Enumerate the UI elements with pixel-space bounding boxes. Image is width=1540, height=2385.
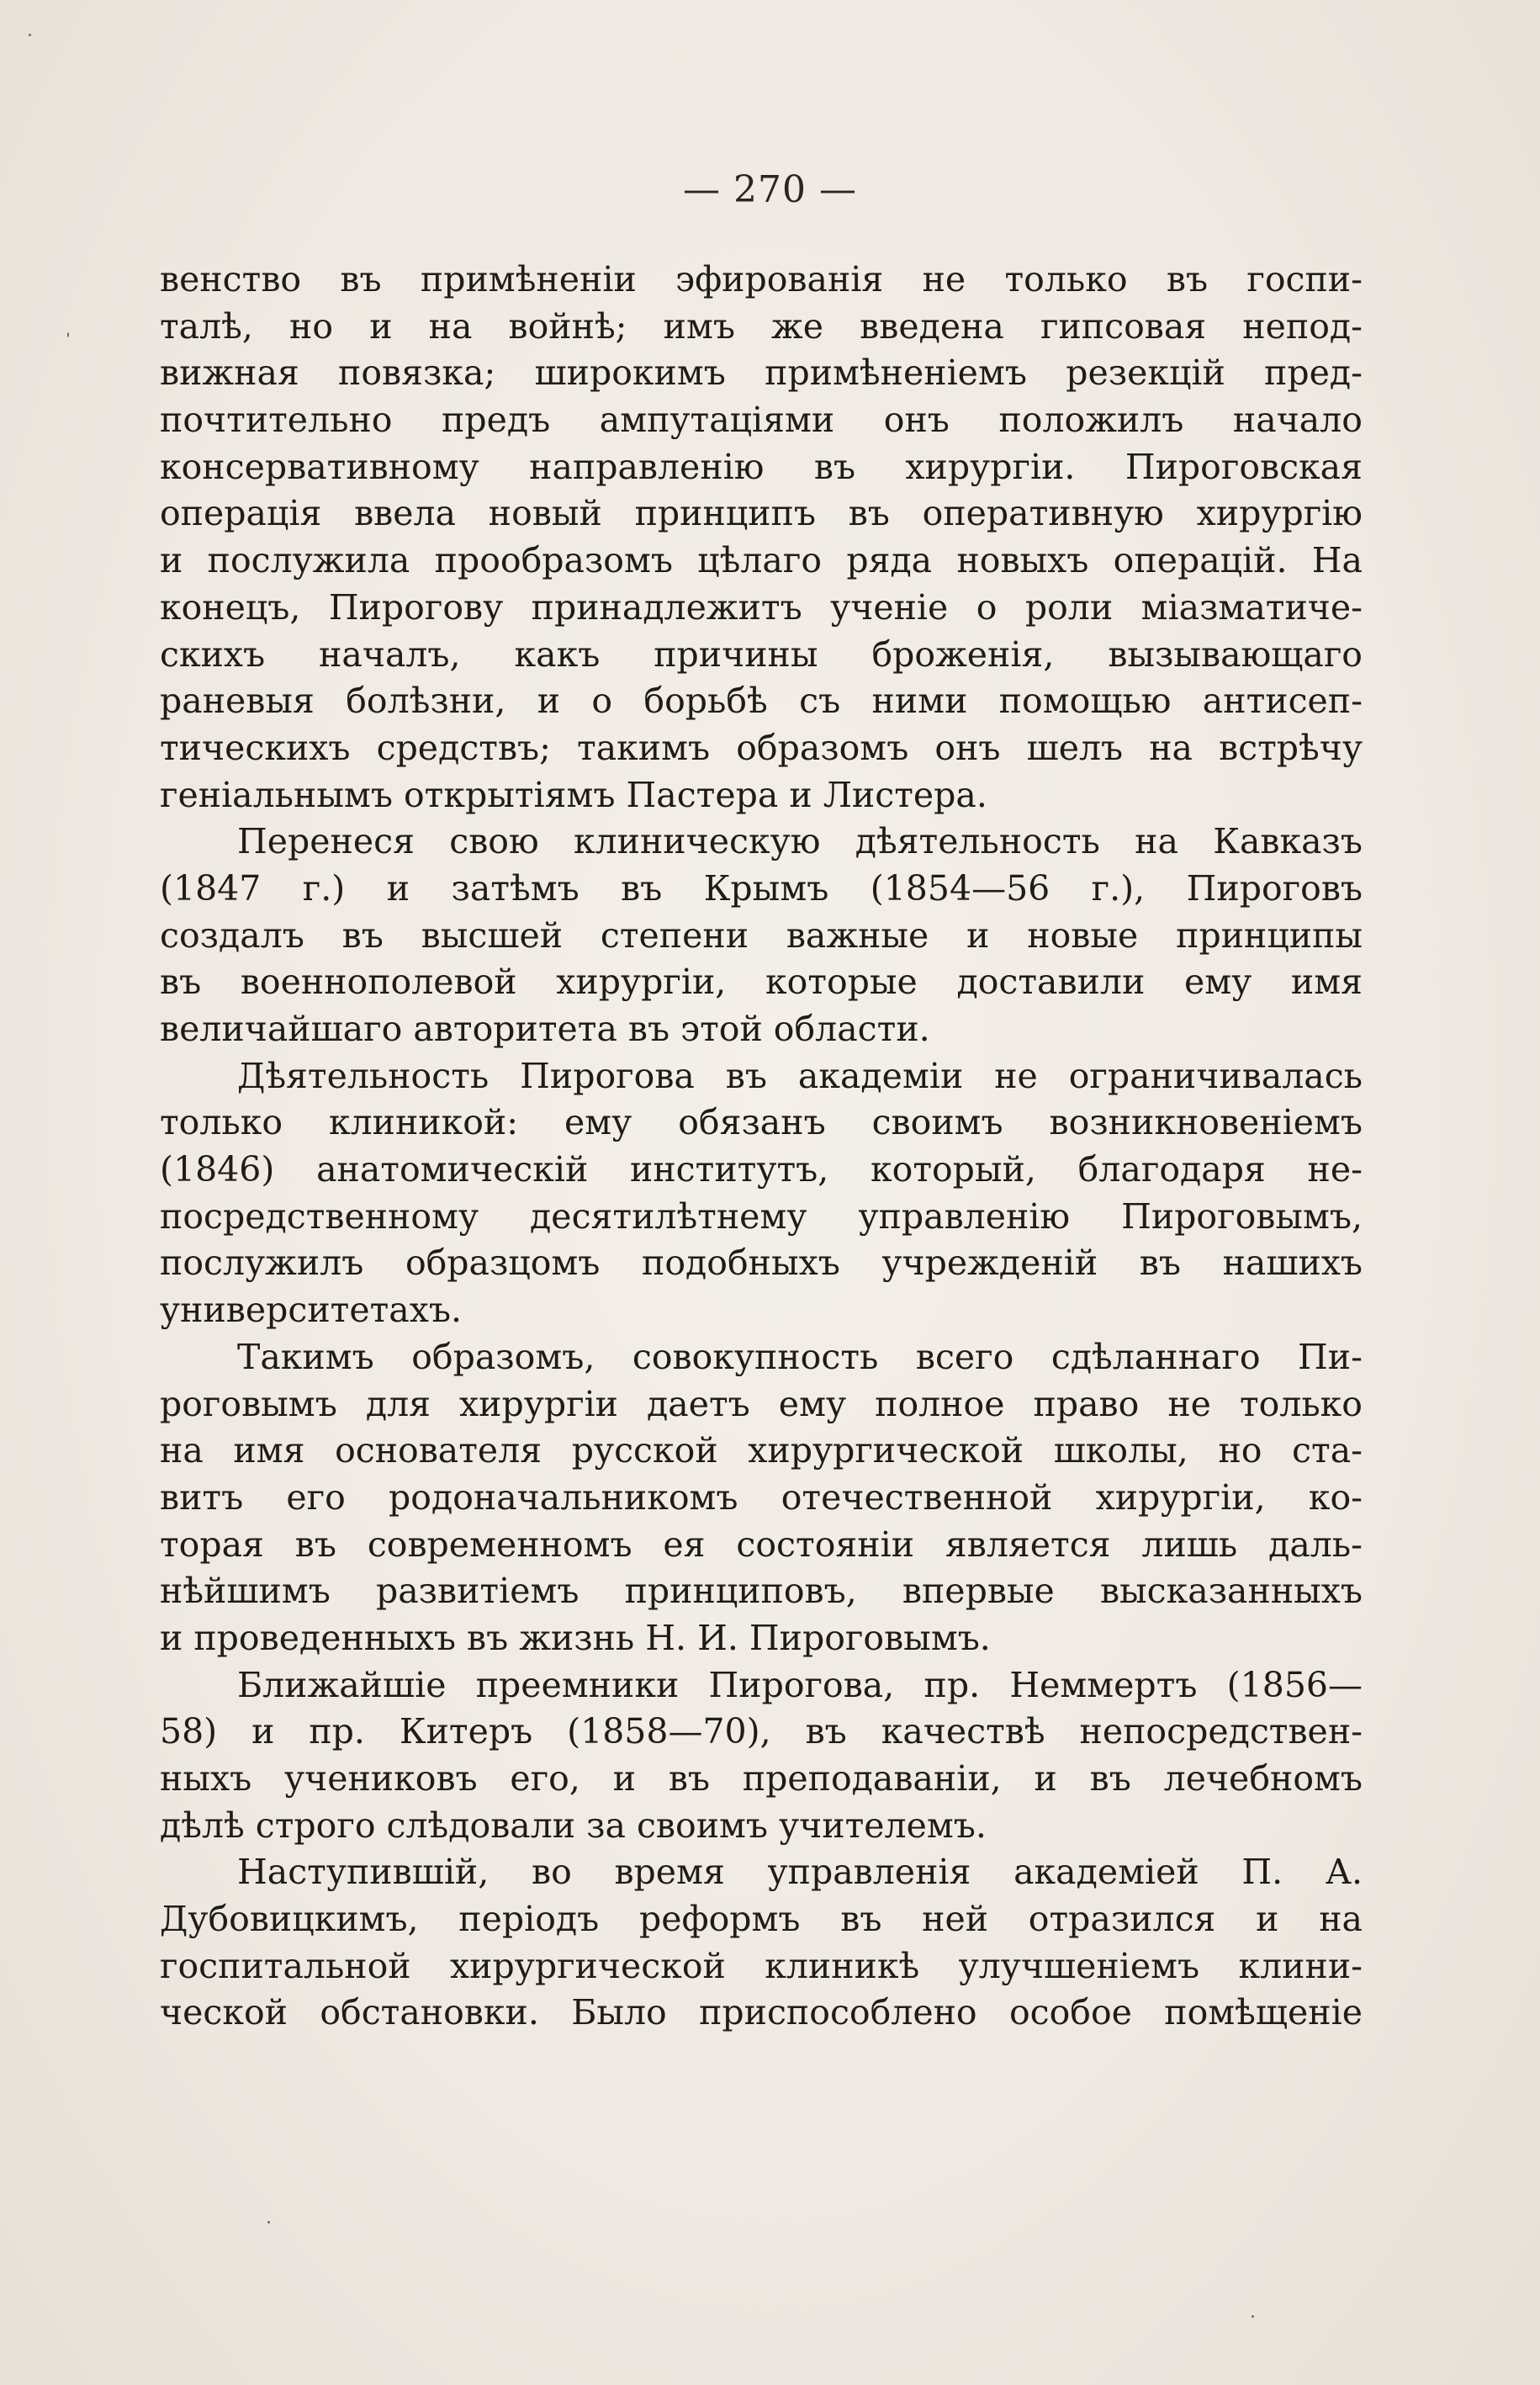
print-speck xyxy=(67,332,69,337)
text-line: ческой обстановки. Было приспособлено особое помѣщеніе xyxy=(160,1992,1363,2033)
text-line: скихъ началъ, какъ причины броженія, вызывающаго xyxy=(160,633,1363,675)
text-line: госпитальной хирургической клиникѣ улучшеніемъ клини- xyxy=(160,1945,1363,1986)
page-number: — 270 — xyxy=(683,168,857,211)
text-line: въ военнополевой хирургіи, которые доставили ему имя xyxy=(160,962,1363,1003)
text-line: тическихъ средствъ; такимъ образомъ онъ шелъ на встрѣчу xyxy=(160,727,1363,768)
text-line: Ближайшіе преемники Пирогова, пр. Неммертъ (1856— xyxy=(237,1664,1363,1705)
text-line: Такимъ образомъ, совокупность всего сдѣланнаго Пи- xyxy=(237,1336,1363,1377)
text-line: нѣйшимъ развитіемъ принциповъ, впервые высказанныхъ xyxy=(160,1571,1363,1612)
text-line: (1847 г.) и затѣмъ въ Крымъ (1854—56 г.), Пироговъ xyxy=(160,867,1363,909)
text-line: на имя основателя русской хирургической школы, но ста- xyxy=(160,1430,1363,1471)
body-text xyxy=(160,257,1363,2037)
text-line: и проведенныхъ въ жизнь Н. И. Пироговымъ. xyxy=(160,1617,991,1658)
text-line: Перенеся свою клиническую дѣятельность на Кавказъ xyxy=(237,821,1363,862)
print-speck xyxy=(29,34,31,36)
text-line: вижная повязка; широкимъ примѣненіемъ резекцій пред- xyxy=(160,352,1363,394)
text-line: посредственному десятилѣтнему управленію Пироговымъ, xyxy=(160,1195,1363,1237)
text-line: консервативному направленію въ хирургіи. Пироговская xyxy=(160,446,1363,487)
text-line: создалъ въ высшей степени важные и новые принципы xyxy=(160,914,1363,956)
text-line: конецъ, Пирогову принадлежитъ ученіе о роли міазматиче- xyxy=(160,586,1363,628)
text-line: Дѣятельность Пирогова въ академіи не ограничивалась xyxy=(237,1055,1363,1096)
text-line: университетахъ. xyxy=(160,1290,462,1331)
text-line: (1846) анатомическій институтъ, который, благодаря не- xyxy=(160,1149,1363,1190)
text-line: роговымъ для хирургіи даетъ ему полное право не только xyxy=(160,1383,1363,1424)
text-line: операція ввела новый принципъ въ оперативную хирургію xyxy=(160,493,1363,534)
print-speck xyxy=(267,2221,270,2223)
print-speck xyxy=(1252,2315,1254,2318)
text-line: дѣлѣ строго слѣдовали за своимъ учителемъ. xyxy=(160,1805,987,1846)
text-line: венство въ примѣненіи эфированія не только въ госпи- xyxy=(160,259,1363,299)
text-line: 58) и пр. Китеръ (1858—70), въ качествѣ непосредствен- xyxy=(160,1711,1363,1752)
text-line: ныхъ учениковъ его, и въ преподаваніи, и въ лечебномъ xyxy=(160,1758,1363,1799)
text-line: раневыя болѣзни, и о борьбѣ съ ними помощью антисеп- xyxy=(160,681,1363,722)
text-line: Дубовицкимъ, періодъ реформъ въ ней отразился и на xyxy=(160,1899,1363,1940)
text-line: витъ его родоначальникомъ отечественной хирургіи, ко- xyxy=(160,1476,1363,1518)
text-line: только клиникой: ему обязанъ своимъ возникновеніемъ xyxy=(160,1102,1363,1143)
text-line: геніальнымъ открытіямъ Пастера и Листера. xyxy=(160,774,987,815)
text-line: и послужила прообразомъ цѣлаго ряда новыхъ операцій. На xyxy=(160,540,1363,581)
text-line: торая въ современномъ ея состояніи является лишь даль- xyxy=(160,1524,1363,1565)
text-line: Наступившій, во время управленія академіей П. А. xyxy=(237,1852,1363,1893)
text-line: величайшаго авторитета въ этой области. xyxy=(160,1009,930,1049)
text-line: послужилъ образцомъ подобныхъ учрежденій въ нашихъ xyxy=(160,1243,1363,1284)
text-line: талѣ, но и на войнѣ; имъ же введена гипсовая непод- xyxy=(160,305,1363,347)
text-line: почтительно предъ ампутаціями онъ положилъ начало xyxy=(160,400,1363,441)
